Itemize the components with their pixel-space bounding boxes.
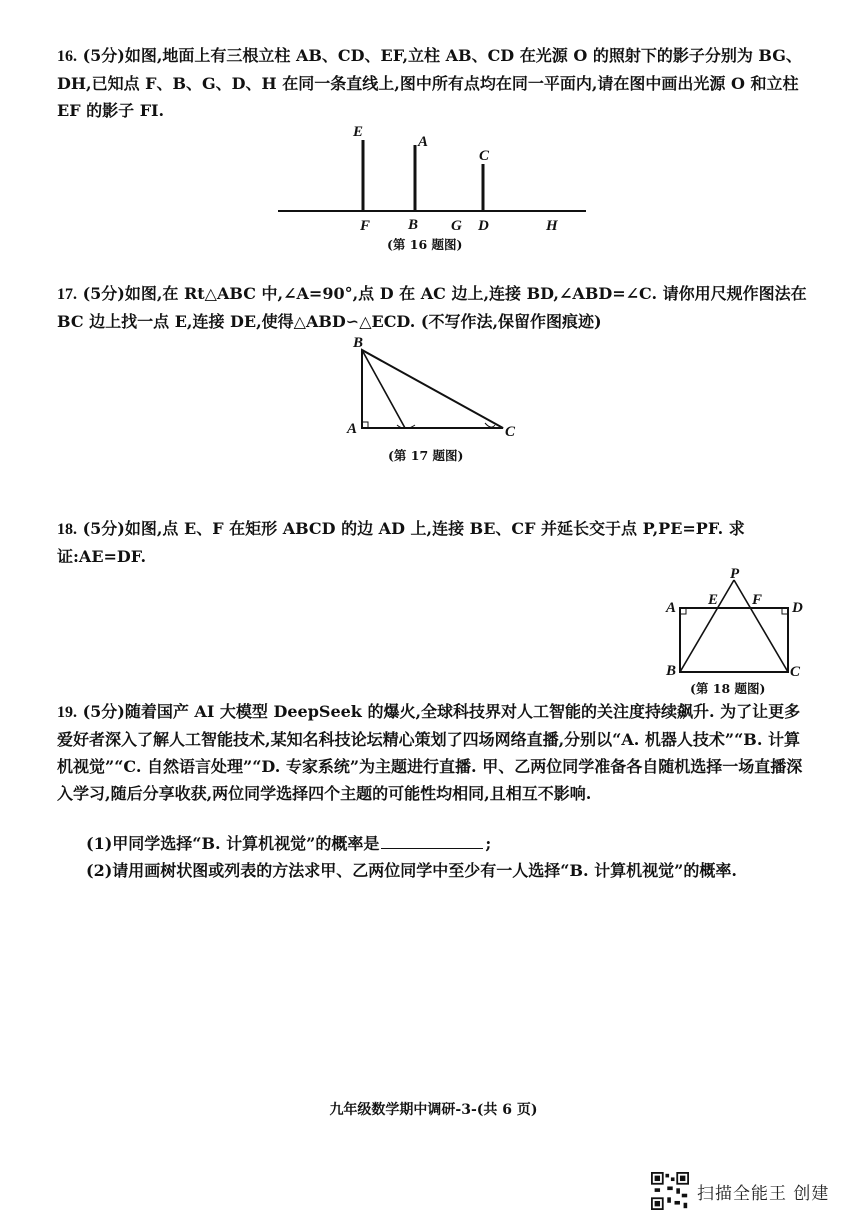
figure-18 — [662, 566, 812, 681]
part-2-text: (2)请用画树状图或列表的方法求甲、乙两位同学中至少有一人选择“B. 计算机视觉”的概率. — [86, 861, 737, 880]
question-text: (5分)如图,在 Rt△ABC 中,∠A=90°,点 D 在 AC 边上,连接 BD,∠ABD=∠C. 请你用尺规作图法在 BC 边上找一点 E,连接 DE,使得△ABD∽△ECD. (不写作法,保留作图痕迹) — [57, 284, 807, 331]
label-h: H — [546, 218, 558, 234]
question-number: 16. — [57, 48, 77, 65]
label-p: P — [730, 566, 740, 582]
label-e: E — [708, 592, 719, 608]
label-b: B — [353, 335, 364, 351]
label-c: C — [790, 664, 801, 680]
label-f: F — [360, 218, 371, 234]
label-e: E — [353, 124, 364, 140]
figure-17 — [345, 333, 525, 438]
rectangle-abcd — [680, 608, 788, 672]
question-19-part-2 — [86, 857, 826, 884]
page-footer: 九年级数学期中调研-3-(共 6 页) — [329, 1102, 538, 1118]
label-a: A — [418, 134, 429, 150]
label-d: D — [478, 218, 489, 234]
question-19-part-1 — [86, 830, 826, 857]
answer-blank[interactable] — [381, 830, 483, 849]
question-number: 19. — [57, 704, 77, 721]
question-16 — [57, 42, 815, 124]
question-text: (5分)随着国产 AI 大模型 DeepSeek 的爆火,全球科技界对人工智能的关注度持续飙升. 为了让更多爱好者深入了解人工智能技术,某知名科技论坛精心策划了四场网络直播,分别以“A. 机器人技术”“B. 计算机视觉”“C. 自然语言处理”“D. 专家系统”为主题进行直播. 甲、乙两位同学准备各自随机选择一场直播深入学习,随后分享收获,两位同学选择四个主题的可能性均相同,且相互不影响. — [57, 702, 803, 803]
part-1-text: (1)甲同学选择“B. 计算机视觉”的概率是 — [86, 834, 380, 853]
label-c: C — [505, 424, 516, 440]
label-a: A — [666, 600, 677, 616]
figure-16-caption: (第 16 题图) — [387, 237, 463, 252]
question-text: (5分)如图,点 E、F 在矩形 ABCD 的边 AD 上,连接 BE、CF 并延长交于点 P,PE=PF. 求证:AE=DF. — [57, 519, 745, 566]
figure-16 — [270, 118, 600, 233]
label-a: A — [347, 421, 358, 437]
label-d: D — [792, 600, 803, 616]
label-f: F — [752, 592, 763, 608]
figure-17-caption: (第 17 题图) — [388, 448, 464, 463]
question-number: 17. — [57, 286, 77, 303]
question-18 — [57, 515, 815, 570]
figure-18-caption: (第 18 题图) — [690, 681, 766, 696]
label-b: B — [408, 217, 419, 233]
watermark-text: 扫描全能王 创建 — [697, 1183, 830, 1204]
scanner-watermark — [651, 1172, 829, 1210]
label-g: G — [451, 218, 462, 234]
part-1-end: ; — [485, 834, 492, 853]
question-number: 18. — [57, 521, 77, 538]
qr-code-icon — [651, 1172, 689, 1210]
question-19 — [57, 698, 815, 807]
label-b: B — [666, 663, 677, 679]
label-c: C — [479, 148, 490, 164]
question-17 — [57, 280, 815, 335]
question-text: (5分)如图,地面上有三根立柱 AB、CD、EF,立柱 AB、CD 在光源 O 的照射下的影子分别为 BG、DH,已知点 F、B、G、D、H 在同一条直线上,图中所有点均在同一平面内,请在图中画出光源 O 和立柱 EF 的影子 FI. — [57, 46, 802, 120]
segment-bp — [680, 580, 734, 672]
